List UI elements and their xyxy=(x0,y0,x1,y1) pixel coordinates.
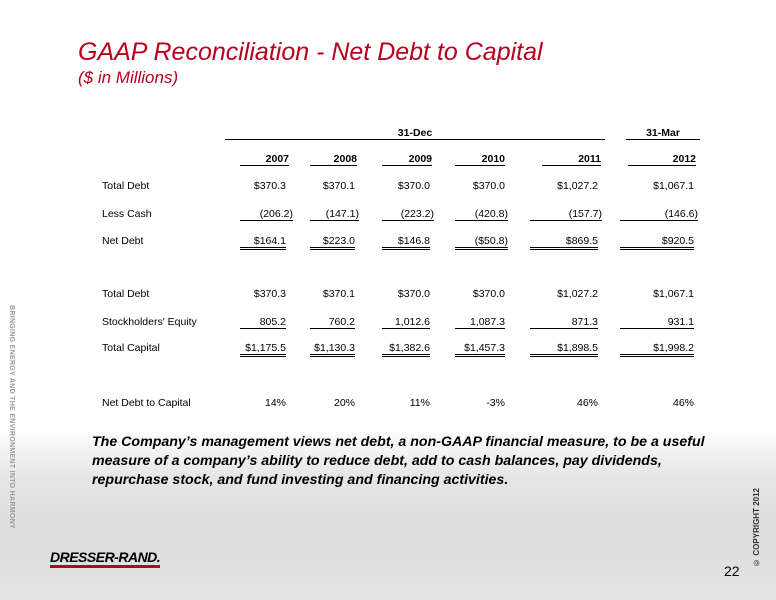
table-cell: $1,067.1 xyxy=(653,180,694,192)
table-cell: $370.1 xyxy=(322,180,355,192)
row-label: Total Capital xyxy=(102,342,160,354)
table-cell: (420.8) xyxy=(455,208,508,221)
table-cell: $164.1 xyxy=(240,235,286,250)
table-cell: $370.0 xyxy=(472,180,505,192)
table-cell: 11% xyxy=(409,397,430,409)
table-cell: $1,175.5 xyxy=(240,342,286,357)
table-cell: 46% xyxy=(672,397,694,409)
table-cell: 871.3 xyxy=(530,316,598,329)
table-cell: 46% xyxy=(576,397,598,409)
table-cell: $1,457.3 xyxy=(455,342,505,357)
table-cell: $1,898.5 xyxy=(530,342,598,357)
table-cell: ($50.8) xyxy=(455,235,508,250)
page-title: GAAP Reconciliation - Net Debt to Capital xyxy=(78,38,543,66)
row-label: Total Debt xyxy=(102,288,150,300)
row-label: Net Debt to Capital xyxy=(102,397,191,409)
table-cell: $869.5 xyxy=(530,235,598,250)
column-group-header: 31-Dec xyxy=(397,127,433,139)
table-cell: $1,027.2 xyxy=(557,180,598,192)
table-cell: -3% xyxy=(486,397,505,409)
page-number: 22 xyxy=(724,563,740,579)
logo-text: DRESSER-RAND. xyxy=(50,549,161,565)
table-cell: $370.1 xyxy=(322,288,355,300)
table-cell: $370.3 xyxy=(253,288,286,300)
table-cell: $146.8 xyxy=(382,235,430,250)
management-statement: The Company’s management views net debt, a non-GAAP financial measure, to be a useful measure of a company’s ability to reduce debt, add to cash balances, pay dividends, repurchase stock, and fund investing and financing activities. xyxy=(92,434,705,488)
column-header-year: 2009 xyxy=(382,153,432,166)
table-cell: $1,998.2 xyxy=(620,342,694,357)
table-cell: (147.1) xyxy=(310,208,359,221)
table-cell: 20% xyxy=(333,397,355,409)
side-tagline: BRINGING ENERGY AND THE ENVIRONMENT INTO HARMONY xyxy=(8,305,15,529)
row-label: Stockholders' Equity xyxy=(102,316,197,328)
table-cell: $1,027.2 xyxy=(557,288,598,300)
table-cell: $370.3 xyxy=(253,180,286,192)
table-cell: 1,087.3 xyxy=(455,316,505,329)
table-cell: 931.1 xyxy=(620,316,694,329)
column-group-header: 31-Mar xyxy=(646,127,680,139)
table-cell: $370.0 xyxy=(397,288,430,300)
table-cell: 1,012.6 xyxy=(382,316,430,329)
table-cell: 805.2 xyxy=(240,316,286,329)
row-label: Net Debt xyxy=(102,235,144,247)
column-header-year: 2008 xyxy=(310,153,357,166)
row-label: Total Debt xyxy=(102,180,150,192)
table-cell: $370.0 xyxy=(472,288,505,300)
column-header-year: 2011 xyxy=(542,153,601,166)
column-header-year: 2007 xyxy=(240,153,289,166)
table-cell: $223.0 xyxy=(310,235,355,250)
copyright-notice: © COPYRIGHT 2012 xyxy=(752,488,761,567)
table-cell: $1,382.6 xyxy=(382,342,430,357)
table-cell: $1,130.3 xyxy=(310,342,355,357)
table-cell: (206.2) xyxy=(240,208,293,221)
table-cell: $370.0 xyxy=(397,180,430,192)
logo-underline xyxy=(50,565,160,568)
table-cell: 14% xyxy=(264,397,286,409)
table-cell: $920.5 xyxy=(620,235,694,250)
group-header-rule xyxy=(626,139,700,140)
column-header-year: 2012 xyxy=(628,153,696,166)
table-cell: $1,067.1 xyxy=(653,288,694,300)
table-cell: 760.2 xyxy=(310,316,355,329)
column-header-year: 2010 xyxy=(455,153,505,166)
table-cell: (146.6) xyxy=(620,208,698,221)
table-cell: (157.7) xyxy=(530,208,602,221)
row-label: Less Cash xyxy=(102,208,152,220)
table-cell: (223.2) xyxy=(382,208,434,221)
company-logo xyxy=(50,549,160,565)
page-subtitle: ($ in Millions) xyxy=(78,68,179,87)
group-header-rule xyxy=(225,139,605,140)
